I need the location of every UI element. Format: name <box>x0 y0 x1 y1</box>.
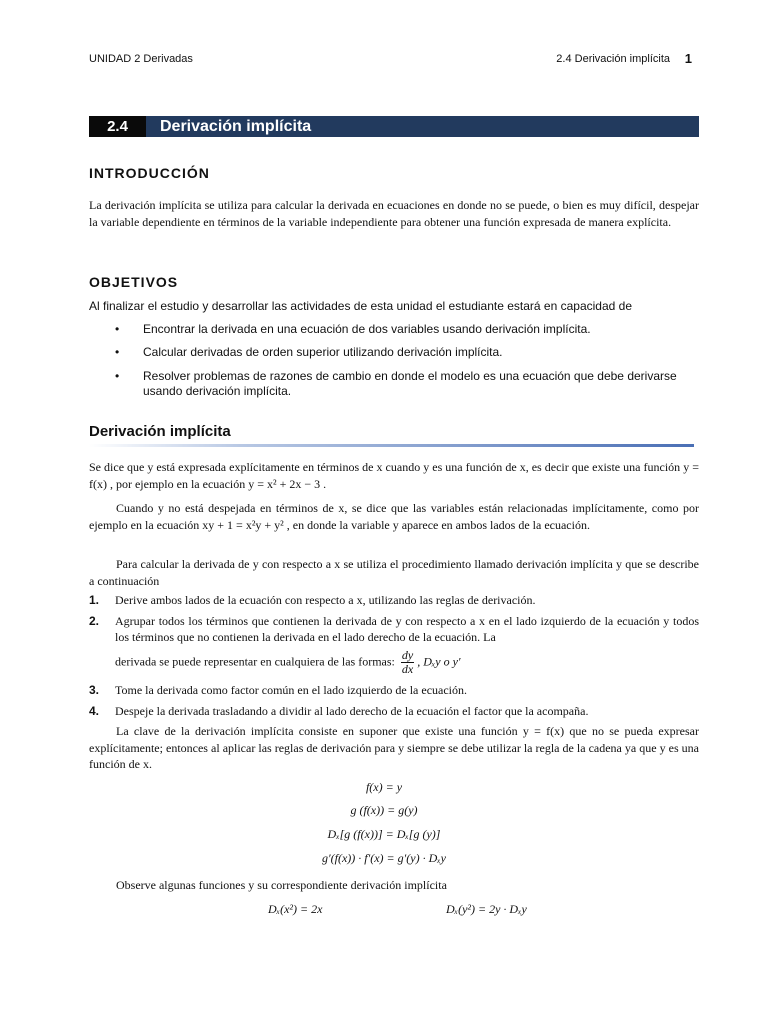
paragraph-explicit: Se dice que y está expresada explícitamente en términos de x cuando y es una función de x, es decir que existe una función y = f(x) , por ejemplo en la ecuación y = x² + 2x − 3 . <box>89 460 699 491</box>
bullet-marker: • <box>115 322 120 336</box>
step-number: 2. <box>89 614 100 628</box>
header-section: 2.4 Derivación implícita <box>556 53 670 65</box>
section-title: Derivación implícita <box>160 118 312 135</box>
step-text-forms: derivada se puede representar en cualquiera de las formas: $\frac{dy}{dx}$ , Dₓy o y′ <box>115 648 461 676</box>
objective-item: Resolver problemas de razones de cambio en donde el modelo es una ecuación que debe derivarse usando derivación implícita. <box>143 369 677 398</box>
intro-paragraph: La derivación implícita se utiliza para calcular la derivada en ecuaciones en donde no se puede, o bien es muy difícil, despejar la variable dependiente en términos de la variable independiente para obtener una función expresada de manera explícita. <box>89 198 699 229</box>
subsection-underline <box>89 444 694 447</box>
page-header <box>89 51 698 67</box>
step-text: Derive ambos lados de la ecuación con respecto a x, utilizando las reglas de derivación. <box>115 593 536 607</box>
paragraph-examples: Observe algunas funciones y su correspondiente derivación implícita <box>116 878 447 892</box>
section-number: 2.4 <box>89 116 146 137</box>
equation: f(x) = y <box>365 780 403 794</box>
step-number: 3. <box>89 683 100 697</box>
step-text: Despeje la derivada trasladando a dividir al lado derecho de la ecuación el factor que la acompaña. <box>115 704 589 718</box>
step-text: Agrupar todos los términos que contienen la derivada de y con respecto a x en el lado izquierdo de la ecuación y todos los términos que no contienen la derivada en el lado derecho de la ecuación. La <box>115 614 699 644</box>
header-unit: UNIDAD 2 Derivadas <box>89 53 193 65</box>
objective-item: Encontrar la derivada en una ecuación de dos variables usando derivación implícita. <box>143 322 591 336</box>
example-equation: Dₓ(x²) = 2x <box>268 902 323 916</box>
intro-heading: INTRODUCCIÓN <box>89 165 210 181</box>
objectives-heading: OBJETIVOS <box>89 274 179 290</box>
subsection-title: Derivación implícita <box>89 423 231 440</box>
step-number: 4. <box>89 704 100 718</box>
objective-item: Calcular derivadas de orden superior utilizando derivación implícita. <box>143 345 503 359</box>
dy-dx-fraction: $\frac{dy}{dx}$ <box>401 648 414 676</box>
paragraph-chain-rule: La clave de la derivación implícita consiste en suponer que existe una función y = f(x) que no se pueda expresar explícitamente; entonces al aplicar las reglas de derivación para y siempre se debe utilizar la regla de la cadena ya que y es una función de x. <box>89 724 699 771</box>
step-item <box>89 682 699 698</box>
step-number: 1. <box>89 593 100 607</box>
step-text: Tome la derivada como factor común en el lado izquierdo de la ecuación. <box>115 683 468 697</box>
equation: g′(f(x)) · f′(x) = g′(y) · Dₓy <box>322 851 446 865</box>
bullet-marker: • <box>115 345 120 359</box>
objectives-lead: Al finalizar el estudio y desarrollar las actividades de esta unidad el estudiante estará en capacidad de <box>89 299 632 313</box>
paragraph-procedure: Para calcular la derivada de y con respecto a x se utiliza el procedimiento llamado derivación implícita y que se describe a continuación <box>89 557 699 588</box>
step-item <box>89 613 699 676</box>
step-item <box>89 592 699 608</box>
equation: Dₓ[g (f(x))] = Dₓ[g (y)] <box>327 827 441 841</box>
equation: g (f(x)) = g(y) <box>350 803 418 817</box>
example-equation: Dₓ(y²) = 2y · Dₓy <box>446 902 527 916</box>
section-title-bar <box>89 116 699 137</box>
page-number: 1 <box>684 51 692 66</box>
step-item <box>89 703 699 719</box>
paragraph-implicit: Cuando y no está despejada en términos de x, se dice que las variables están relacionadas implícitamente, como por ejemplo en la ecuación xy + 1 = x²y + y² , en donde la variable y aparece en ambos lados de la ecuación. <box>89 501 699 532</box>
bullet-marker: • <box>115 369 120 383</box>
